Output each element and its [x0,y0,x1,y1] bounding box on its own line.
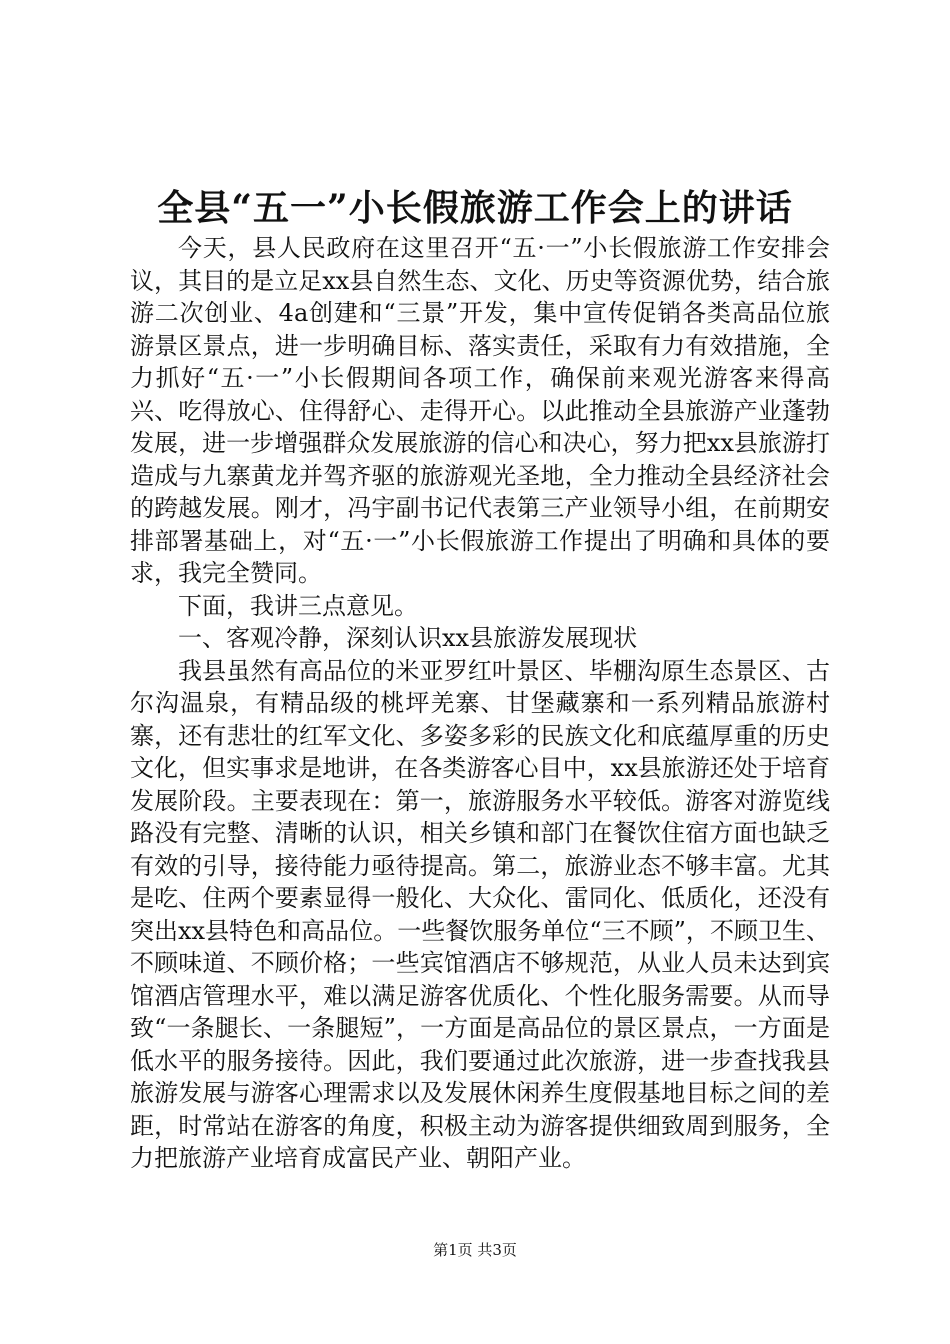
paragraph-section-1: 我县虽然有高品位的米亚罗红叶景区、毕棚沟原生态景区、古尔沟温泉，有精品级的桃坪羌寨、甘堡藏寨和一系列精品旅游村寨，还有悲壮的红军文化、多姿多彩的民族文化和底蕴厚重的历史文化，但实事求是地讲，在各类游客心目中，xx县旅游还处于培育发展阶段。主要表现在：第一，旅游服务水平较低。游客对游览线路没有完整、清晰的认识，相关乡镇和部门在餐饮住宿方面也缺乏有效的引导，接待能力亟待提高。第二，旅游业态不够丰富。尤其是吃、住两个要素显得一般化、大众化、雷同化、低质化，还没有突出xx县特色和高品位。一些餐饮服务单位“三不顾”，不顾卫生、不顾味道、不顾价格；一些宾馆酒店不够规范，从业人员未达到宾馆酒店管理水平，难以满足游客优质化、个性化服务需要。从而导致“一条腿长、一条腿短”，一方面是高品位的景区景点，一方面是低水平的服务接待。因此，我们要通过此次旅游，进一步查找我县旅游发展与游客心理需求以及发展休闲养生度假基地目标之间的差距，时常站在游客的角度，积极主动为游客提供细致周到服务，全力把旅游产业培育成富民产业、朝阳产业。 [130,656,830,1172]
section-heading-1: 一、客观冷静，深刻认识xx县旅游发展现状 [178,624,638,652]
paragraph-opening: 今天，县人民政府在这里召开“五·一”小长假旅游工作安排会议，其目的是立足xx县自然生态、文化、历史等资源优势，结合旅游二次创业、4a创建和“三景”开发，集中宣传促销各类高品位旅游景区景点，进一步明确目标、落实责任，采取有力有效措施，全力抓好“五·一”小长假期间各项工作，确保前来观光游客来得高兴、吃得放心、住得舒心、走得开心。以此推动全县旅游产业蓬勃发展，进一步增强群众发展旅游的信心和决心，努力把xx县旅游打造成与九寨黄龙并驾齐驱的旅游观光圣地，全力推动全县经济社会的跨越发展。刚才，冯宇副书记代表第三产业领导小组，在前期安排部署基础上，对“五·一”小长假旅游工作提出了明确和具体的要求，我完全赞同。 [130,234,830,587]
document-body [130,232,830,1175]
paragraph-intro: 下面，我讲三点意见。 [178,591,418,620]
page-number-footer: 第1页 共3页 [433,1241,517,1259]
document-title: 全县“五一”小长假旅游工作会上的讲话 [157,187,793,229]
